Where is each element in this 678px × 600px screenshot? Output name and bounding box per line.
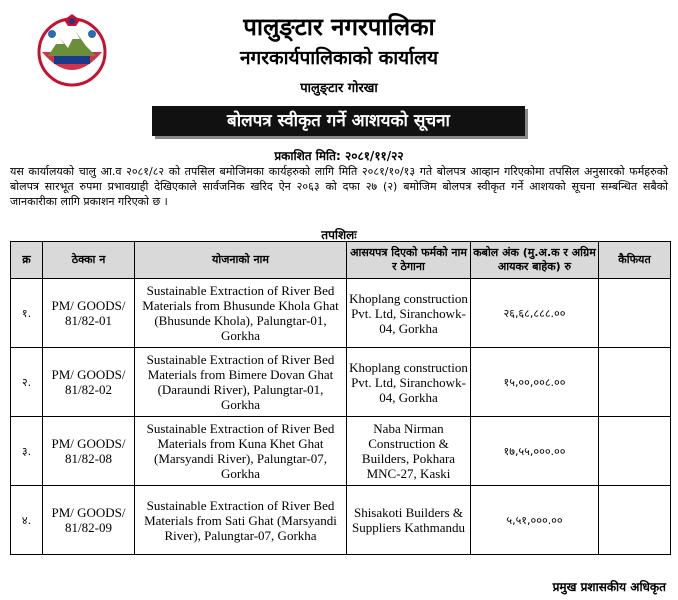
cell-sn: ३. [11, 417, 43, 486]
cell-contract-no: PM/ GOODS/ 81/82-02 [43, 348, 135, 417]
cell-project-name: Sustainable Extraction of River Bed Materials from Bhusunde Khola Ghat (Bhusunde Khola), Palungtar-01, Gorkha [135, 279, 347, 348]
cell-project-name: Sustainable Extraction of River Bed Materials from Sati Ghat (Marsyandi River), Palungtar-07, Gorkha [135, 486, 347, 555]
cell-bidder: Khoplang construction Pvt. Ltd, Siranchowk-04, Gorkha [347, 279, 471, 348]
header-project-name: योजनाको नाम [135, 242, 347, 279]
cell-bidder: Shisakoti Builders & Suppliers Kathmandu [347, 486, 471, 555]
bid-table [10, 241, 671, 555]
table-row [11, 279, 671, 348]
office-name: नगरकार्यपालिकाको कार्यालय [239, 47, 439, 69]
cell-amount: १५,००,००८.०० [471, 348, 599, 417]
cell-project-name: Sustainable Extraction of River Bed Materials from Bimere Dovan Ghat (Daraundi River), Palungtar-01, Gorkha [135, 348, 347, 417]
notice-title: बोलपत्र स्वीकृत गर्ने आशयको सूचना [152, 106, 525, 136]
header-contract-no: ठेक्का न [43, 242, 135, 279]
published-date: प्रकाशित मिति: २०८१/११/२२ [274, 149, 404, 163]
header-sn: क्र [11, 242, 43, 279]
cell-bidder: Khoplang construction Pvt. Ltd, Siranchowk-04, Gorkha [347, 348, 471, 417]
signatory-title: प्रमुख प्रशासकीय अधिकृत [552, 580, 666, 594]
table-row [11, 348, 671, 417]
cell-amount: ५,५१,०००.०० [471, 486, 599, 555]
table-row [11, 417, 671, 486]
cell-contract-no: PM/ GOODS/ 81/82-01 [43, 279, 135, 348]
header-amount: कबोल अंक (मु.अ.क र अग्रिम आयकर बाहेक) रु [471, 242, 599, 279]
cell-amount: २६,६८,८८८.०० [471, 279, 599, 348]
cell-remarks [599, 279, 671, 348]
table-row [11, 486, 671, 555]
cell-bidder: Naba Nirman Construction & Builders, Pokhara MNC-27, Kaski [347, 417, 471, 486]
org-name: पालुङ्टार नगरपालिका [243, 13, 435, 41]
cell-project-name: Sustainable Extraction of River Bed Materials from Kuna Khet Ghat (Marsyandi River), Palungtar-07, Gorkha [135, 417, 347, 486]
header-remarks: कैफियत [599, 242, 671, 279]
notice-body-text: यस कार्यालयको चालु आ.व २०८१/८२ को तपसिल बमोजिमका कार्यहरुको लागि मिति २०८१/१०/१३ गते बोलपत्र आव्हान गरिएकोमा तपसिल अनुसारको फर्महरुको बोलपत्र सारभूत रुपमा प्रभावग्राही देखिएकाले सार्वजनिक खरिद ऐन २०६३ को दफा २७ (२) बमोजिम बोलपत्र स्वीकृत गर्ने आशयको सूचना सम्बन्धित सबैको जानकारीका लागि प्रकाशन गरिएको छ । [10, 165, 668, 208]
cell-sn: ४. [11, 486, 43, 555]
cell-remarks [599, 417, 671, 486]
cell-contract-no: PM/ GOODS/ 81/82-08 [43, 417, 135, 486]
cell-remarks [599, 486, 671, 555]
cell-contract-no: PM/ GOODS/ 81/82-09 [43, 486, 135, 555]
table-caption: तपशिलः [321, 228, 357, 242]
cell-sn: १. [11, 279, 43, 348]
cell-remarks [599, 348, 671, 417]
office-address: पालुङ्टार गोरखा [300, 81, 378, 96]
header-bidder: आसयपत्र दिएको फर्मको नाम र ठेगाना [347, 242, 471, 279]
table-header-row [11, 242, 671, 279]
cell-amount: १७,५५,०००.०० [471, 417, 599, 486]
cell-sn: २. [11, 348, 43, 417]
